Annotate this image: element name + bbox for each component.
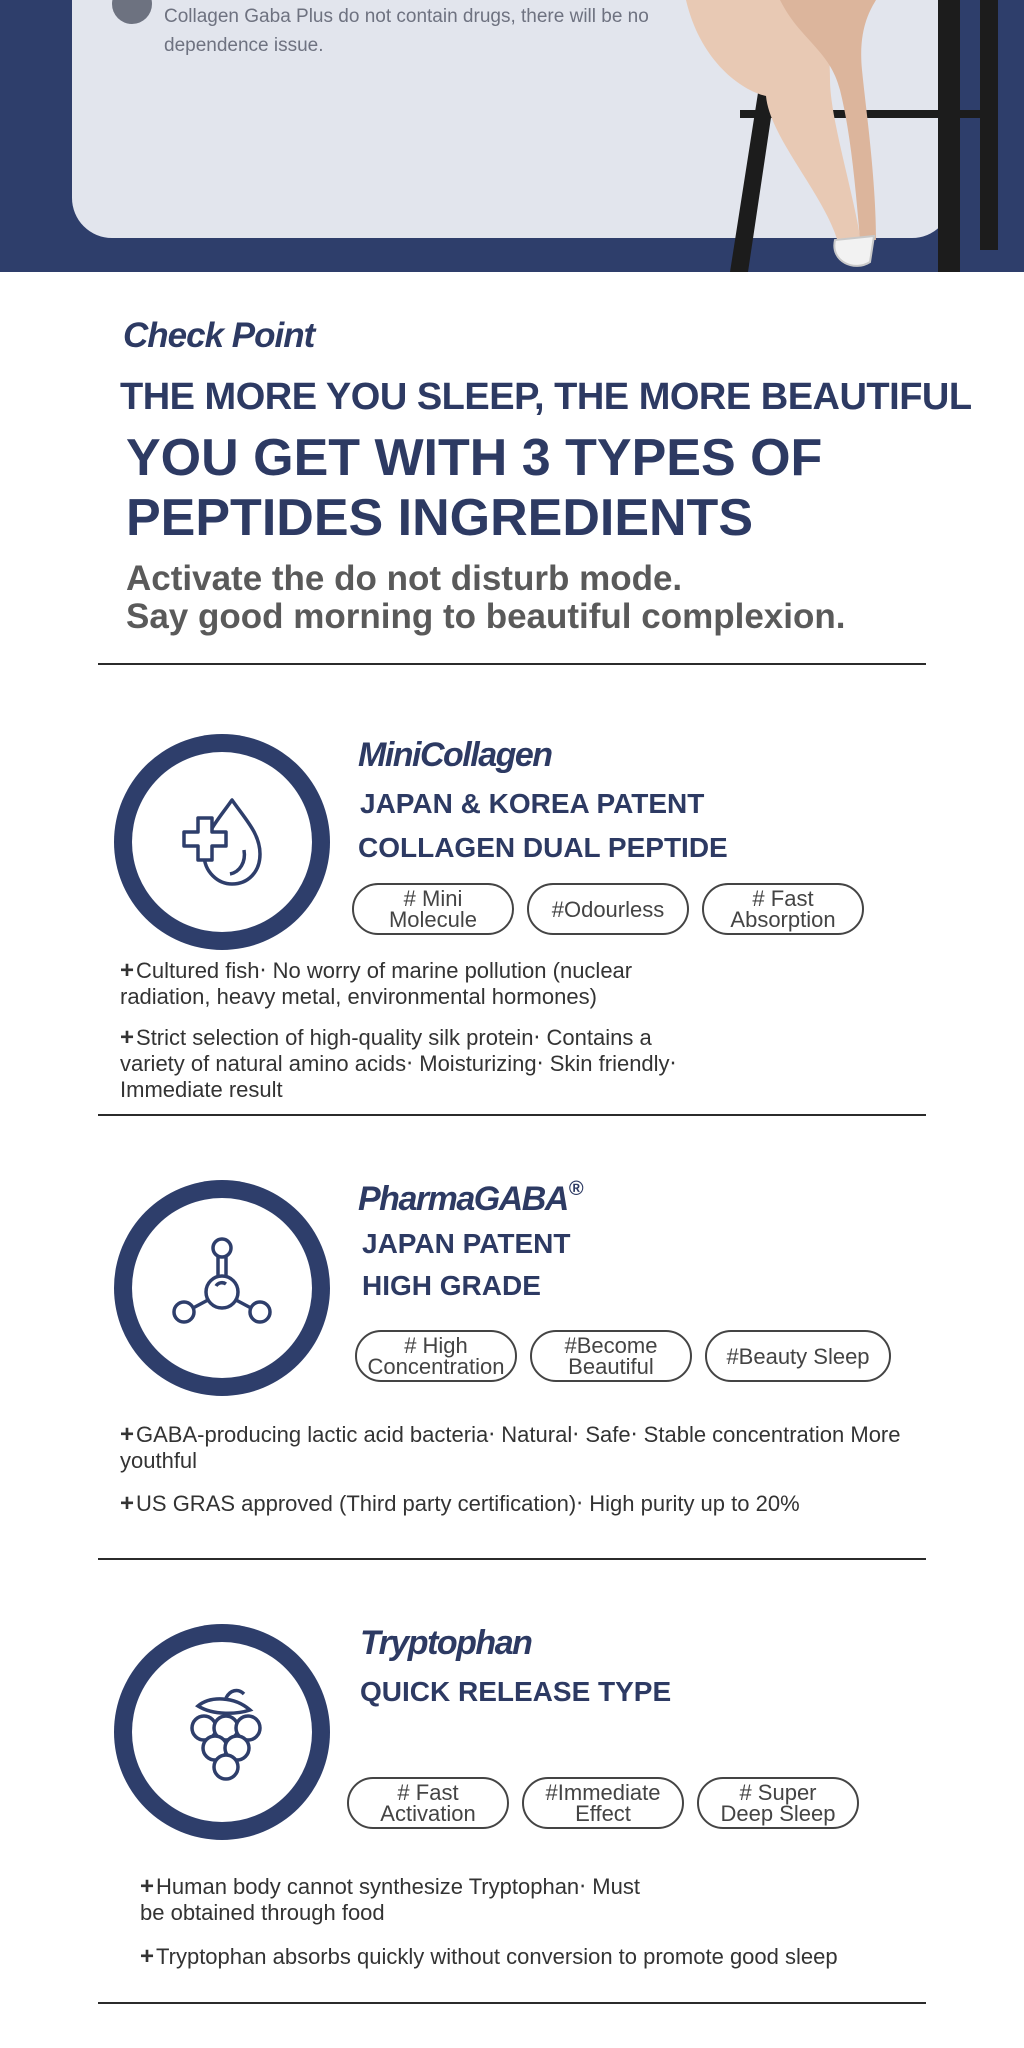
info-text: Collagen Gaba Plus do not contain drugs, there will be no dependence issue. xyxy=(164,6,649,56)
tag-high-concentration: # High Concentration xyxy=(355,1330,517,1382)
divider xyxy=(98,1114,926,1116)
mini-collagen-bullet-1: +Cultured fish‧ No worry of marine pollution (nuclear radiation, heavy metal, environmental hormones) xyxy=(120,957,633,1009)
tag-fast-absorption: # Fast Absorption xyxy=(702,883,864,935)
collagen-ring-badge xyxy=(114,734,330,950)
mini-collagen-title: MiniCollagen xyxy=(358,736,552,774)
pharmagaba-bullet-1: +GABA-producing lactic acid bacteria‧ Natural‧ Safe‧ Stable concentration More youthful xyxy=(120,1421,901,1473)
tryptophan-line-1: QUICK RELEASE TYPE xyxy=(360,1676,672,1707)
subheadline-line-2: Say good morning to beautiful complexion. xyxy=(126,597,846,636)
tag-beauty-sleep: #Beauty Sleep xyxy=(705,1330,891,1382)
subheadline-line-1: Activate the do not disturb mode. xyxy=(126,559,683,598)
tryptophan-title: Tryptophan xyxy=(360,1624,532,1662)
tag-mini-molecule: # Mini Molecule xyxy=(352,883,514,935)
headline-line-1: THE MORE YOU SLEEP, THE MORE BEAUTIFUL xyxy=(120,376,972,418)
divider xyxy=(98,663,926,665)
gaba-ring-badge xyxy=(114,1180,330,1396)
top-banner xyxy=(0,0,1024,272)
divider xyxy=(98,1558,926,1560)
tag-become-beautiful: #Become Beautiful xyxy=(530,1330,692,1382)
model-legs-image xyxy=(680,0,1020,272)
check-point-label: Check Point xyxy=(123,316,315,355)
pharmagaba-bullet-2: +US GRAS approved (Third party certification)‧ High purity up to 20% xyxy=(120,1490,800,1517)
divider xyxy=(98,2002,926,2004)
pharmagaba-line-2: HIGH GRADE xyxy=(362,1270,541,1301)
tag-super-deep-sleep: # Super Deep Sleep xyxy=(697,1777,859,1829)
subheadline xyxy=(126,560,986,636)
tryptophan-bullet-2: +Tryptophan absorbs quickly without conversion to promote good sleep xyxy=(140,1943,838,1970)
tag-fast-activation: # Fast Activation xyxy=(347,1777,509,1829)
mini-collagen-line-2: COLLAGEN DUAL PEPTIDE xyxy=(358,832,728,863)
headline-line-2: YOU GET WITH 3 TYPES OF PEPTIDES INGREDIENTS xyxy=(126,429,823,547)
tryptophan-bullet-1: +Human body cannot synthesize Tryptophan‧ Must be obtained through food xyxy=(140,1873,640,1925)
pharmagaba-title: PharmaGABA® xyxy=(358,1178,583,1218)
pharmagaba-line-1: JAPAN PATENT xyxy=(362,1228,571,1259)
tag-odourless: #Odourless xyxy=(527,883,689,935)
mini-collagen-bullet-2: +Strict selection of high-quality silk protein‧ Contains a variety of natural amino acids‧ Moisturizing‧ Skin friendly‧ Immediate result xyxy=(120,1024,677,1102)
mini-collagen-line-1: JAPAN & KOREA PATENT xyxy=(360,788,705,819)
tag-immediate-effect: #Immediate Effect xyxy=(522,1777,684,1829)
tryptophan-ring-badge xyxy=(114,1624,330,1840)
